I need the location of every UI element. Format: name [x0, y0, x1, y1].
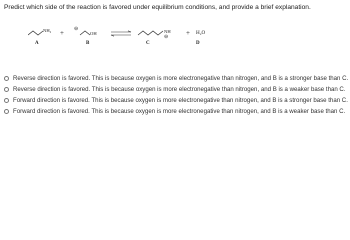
- question-text: Predict which side of the reaction is favored under equilibrium conditions, and provide a brief explanation.: [4, 4, 311, 11]
- label-b: B: [86, 41, 90, 46]
- label-a: A: [35, 41, 39, 46]
- plus-sign-1: +: [60, 29, 64, 37]
- label-d: D: [196, 41, 200, 46]
- answer-option-label: Forward direction is favored. This is because oxygen is more electronegative than nitrogen, and B is a weaker base than C.: [13, 107, 346, 115]
- answer-option-label: Reverse direction is favored. This is because oxygen is more electronegative than nitrogen, and B is a weaker base than C.: [13, 85, 346, 93]
- answer-option-label: Reverse direction is favored. This is because oxygen is more electronegative than nitrogen, and B is a stronger base than C.: [13, 74, 349, 82]
- product-d-formula: H₂O: [196, 30, 206, 36]
- molecule-c-skeleton: [138, 31, 163, 35]
- radio-button-icon[interactable]: [4, 87, 9, 92]
- product-c-negative-charge-icon: ⊖: [164, 35, 169, 40]
- radio-button-icon[interactable]: [4, 76, 9, 81]
- negative-charge-icon: ⊖: [74, 27, 79, 32]
- answer-option-3[interactable]: [4, 95, 348, 106]
- answer-option-label: Forward direction is favored. This is because oxygen is more electronegative than nitrogen, and B is a stronger base than C.: [13, 96, 348, 104]
- product-c-group: NH: [164, 29, 171, 34]
- answer-options: [4, 73, 348, 117]
- radio-button-icon[interactable]: [4, 109, 9, 114]
- molecule-a-skeleton: [28, 31, 43, 35]
- label-c: C: [146, 41, 150, 46]
- radio-button-icon[interactable]: [4, 98, 9, 103]
- answer-option-2[interactable]: [4, 84, 348, 95]
- answer-option-4[interactable]: [4, 106, 348, 117]
- reaction-scheme: [28, 22, 228, 48]
- molecule-b-skeleton: [80, 31, 90, 35]
- answer-option-1[interactable]: [4, 73, 348, 84]
- reactant-a-group: NH₂: [43, 28, 52, 33]
- plus-sign-2: +: [186, 29, 190, 37]
- reactant-b-group: OH: [90, 31, 97, 36]
